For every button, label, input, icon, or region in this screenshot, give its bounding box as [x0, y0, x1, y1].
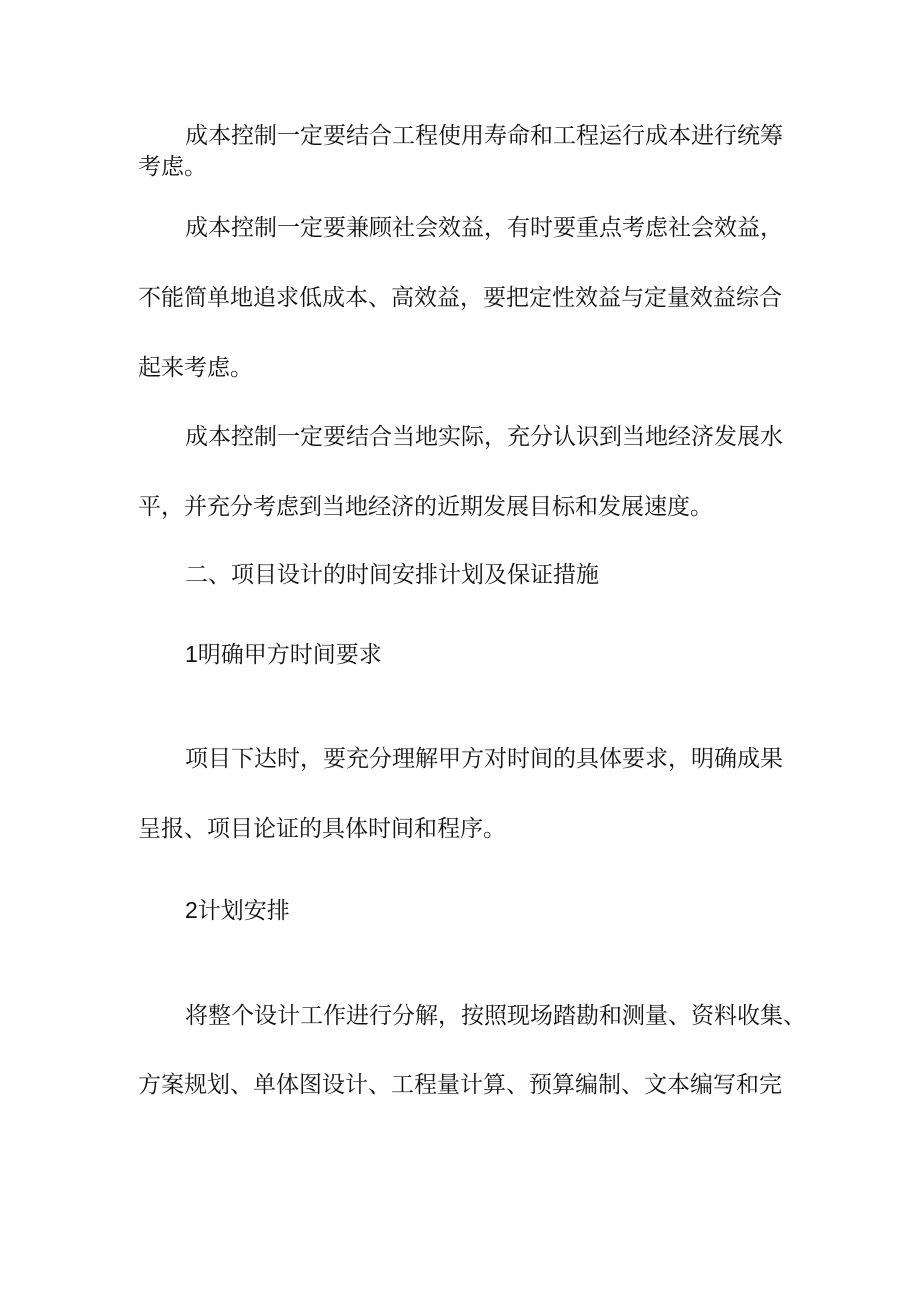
paragraph-line: 考虑。	[138, 154, 207, 180]
section-heading: 二、项目设计的时间安排计划及保证措施	[185, 562, 599, 588]
paragraph-line: 成本控制一定要结合工程使用寿命和工程运行成本进行统筹	[185, 123, 783, 149]
paragraph-line: 呈报、项目论证的具体时间和程序。	[138, 816, 506, 842]
paragraph-line: 项目下达时，要充分理解甲方对时间的具体要求，明确成果	[185, 746, 783, 772]
paragraph-line: 起来考虑。	[138, 355, 253, 381]
paragraph-line: 成本控制一定要兼顾社会效益，有时要重点考虑社会效益，	[185, 215, 783, 241]
subsection-heading: 2计划安排	[185, 897, 290, 923]
paragraph-line: 方案规划、单体图设计、工程量计算、预算编制、文本编写和完	[138, 1072, 782, 1098]
subsection-heading: 1明确甲方时间要求	[185, 641, 382, 667]
paragraph-line: 平，并充分考虑到当地经济的近期发展目标和发展速度。	[138, 494, 713, 520]
paragraph-line: 不能简单地追求低成本、高效益，要把定性效益与定量效益综合	[138, 285, 782, 311]
paragraph-line: 成本控制一定要结合当地实际，充分认识到当地经济发展水	[185, 424, 783, 450]
paragraph-line: 将整个设计工作进行分解，按照现场踏勘和测量、资料收集、	[185, 1003, 806, 1029]
